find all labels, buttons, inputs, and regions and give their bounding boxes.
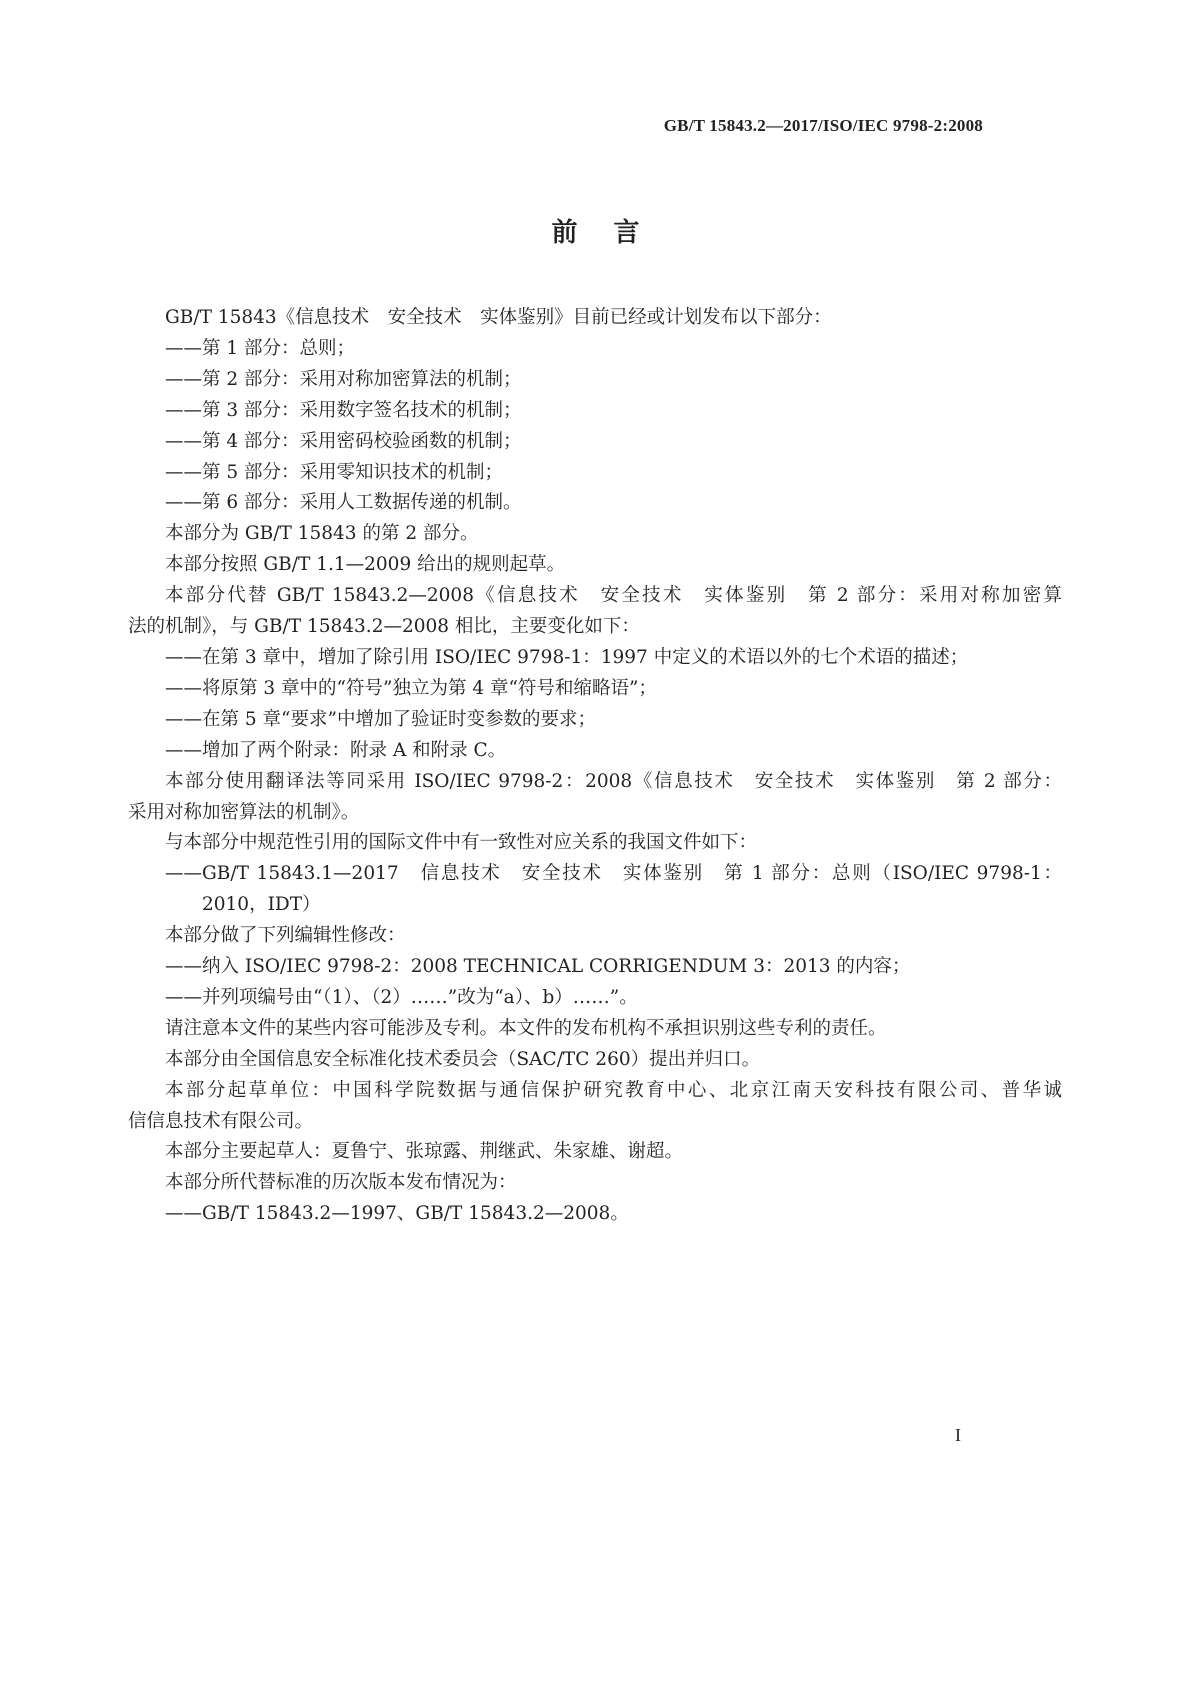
page-number: I xyxy=(955,1425,961,1445)
list-item xyxy=(128,427,1062,458)
list-item xyxy=(128,705,1062,736)
paragraph xyxy=(128,519,1062,550)
text-line: ——第 3 部分：采用数字签名技术的机制； xyxy=(165,399,522,421)
text-line: 本部分代替 GB/T 15843.2—2008《信息技术 安全技术 实体鉴别 第 2 部分：采用对称加密算 xyxy=(165,585,1062,607)
text-line: ——GB/T 15843.1—2017 信息技术 安全技术 实体鉴别 第 1 部分：总则（ISO/IEC 9798-1： xyxy=(165,863,1062,885)
text-line: ——将原第 3 章中的“符号”独立为第 4 章“符号和缩略语”； xyxy=(165,677,657,699)
paragraph xyxy=(128,581,1062,643)
paragraph xyxy=(128,1045,1062,1076)
paragraph xyxy=(128,303,1062,334)
paragraph xyxy=(128,550,1062,581)
paragraph xyxy=(128,1076,1062,1138)
list-item xyxy=(128,334,1062,365)
text-line: 本部分主要起草人：夏鲁宁、张琼露、荆继武、朱家雄、谢超。 xyxy=(165,1141,684,1163)
list-item xyxy=(128,1199,1062,1230)
list-item xyxy=(128,674,1062,705)
text-line: 本部分使用翻译法等同采用 ISO/IEC 9798-2：2008《信息技术 安全技术 实体鉴别 第 2 部分： xyxy=(165,770,1062,792)
text-line: ——第 6 部分：采用人工数据传递的机制。 xyxy=(165,492,522,514)
list-item xyxy=(128,488,1062,519)
text-line: 本部分起草单位：中国科学院数据与通信保护研究教育中心、北京江南天安科技有限公司、普华诚 xyxy=(165,1079,1062,1101)
text-line: ——在第 5 章“要求”中增加了验证时变参数的要求； xyxy=(165,708,596,730)
text-line: 请注意本文件的某些内容可能涉及专利。本文件的发布机构不承担识别这些专利的责任。 xyxy=(165,1017,887,1039)
paragraph xyxy=(128,767,1062,829)
list-item xyxy=(128,643,1062,674)
text-line: 法的机制》，与 GB/T 15843.2—2008 相比，主要变化如下： xyxy=(128,616,640,638)
text-line: GB/T 15843《信息技术 安全技术 实体鉴别》目前已经或计划发布以下部分： xyxy=(165,307,832,328)
text-line: 本部分所代替标准的历次版本发布情况为： xyxy=(165,1172,517,1194)
list-item xyxy=(128,952,1062,983)
text-line: 本部分做了下列编辑性修改： xyxy=(165,925,406,947)
text-line: ——第 1 部分：总则； xyxy=(165,337,356,359)
text-line: 2010，IDT） xyxy=(202,894,321,916)
paragraph xyxy=(128,828,1062,859)
list-item xyxy=(128,983,1062,1014)
text-line: ——在第 3 章中，增加了除引用 ISO/IEC 9798-1：1997 中定义的术语以外的七个术语的描述； xyxy=(165,646,969,668)
list-item xyxy=(128,365,1062,396)
list-item xyxy=(128,458,1062,489)
text-line: ——第 5 部分：采用零知识技术的机制； xyxy=(165,461,504,483)
list-item xyxy=(128,859,1062,921)
text-line: ——GB/T 15843.2—1997、GB/T 15843.2—2008。 xyxy=(165,1203,629,1225)
paragraph xyxy=(128,921,1062,952)
text-line: 信信息技术有限公司。 xyxy=(128,1110,314,1132)
paragraph xyxy=(128,1014,1062,1045)
foreword-body xyxy=(128,303,1062,1230)
text-line: 本部分为 GB/T 15843 的第 2 部分。 xyxy=(165,523,479,545)
text-line: ——增加了两个附录：附录 A 和附录 C。 xyxy=(165,739,507,761)
page-title xyxy=(0,212,1191,249)
text-line: 本部分由全国信息安全标准化技术委员会（SAC/TC 260）提出并归口。 xyxy=(165,1048,761,1070)
list-item xyxy=(128,396,1062,427)
text-line: ——第 2 部分：采用对称加密算法的机制； xyxy=(165,368,522,390)
title-char: 前 xyxy=(551,218,578,248)
text-line: 本部分按照 GB/T 1.1—2009 给出的规则起草。 xyxy=(165,554,566,576)
text-line: ——纳入 ISO/IEC 9798-2：2008 TECHNICAL CORRIGENDUM 3：2013 的内容； xyxy=(165,956,911,978)
text-line: 与本部分中规范性引用的国际文件中有一致性对应关系的我国文件如下： xyxy=(165,832,758,854)
list-item xyxy=(128,736,1062,767)
standard-code-header: GB/T 15843.2—2017/ISO/IEC 9798-2:2008 xyxy=(663,116,983,135)
paragraph xyxy=(128,1137,1062,1168)
paragraph xyxy=(128,1168,1062,1199)
text-line: ——并列项编号由“（1）、（2）……”改为“a）、b）……”。 xyxy=(165,986,638,1008)
title-char: 言 xyxy=(613,218,640,248)
text-line: ——第 4 部分：采用密码校验函数的机制； xyxy=(165,430,522,452)
text-line: 采用对称加密算法的机制》。 xyxy=(128,801,360,823)
